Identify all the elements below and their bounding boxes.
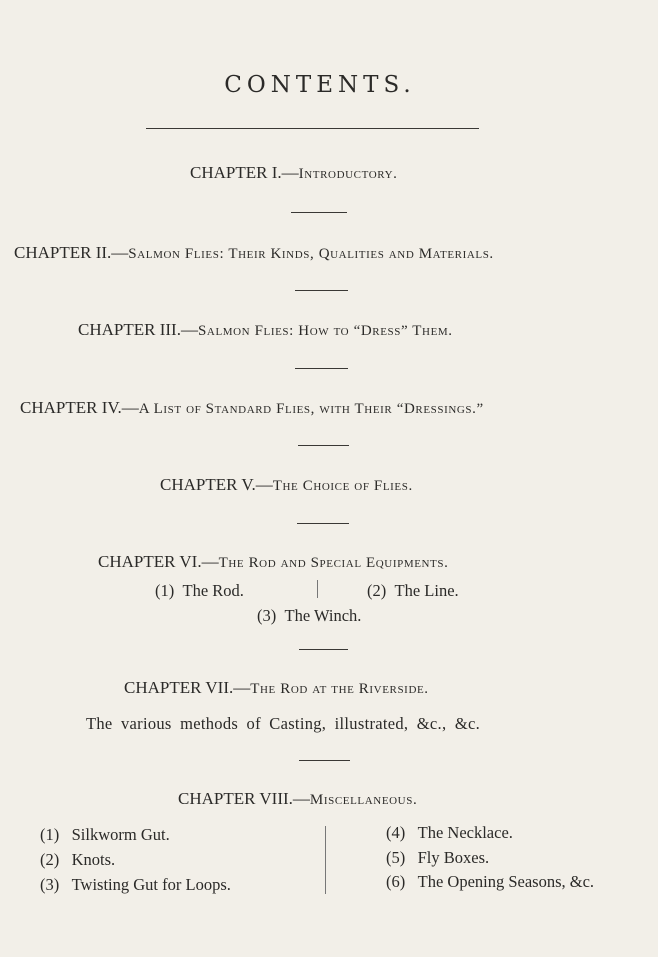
ch8-item: (5) Fly Boxes. xyxy=(386,848,490,867)
divider xyxy=(299,760,350,761)
ch6-item: (3) The Winch. xyxy=(257,606,362,625)
chapter-2 xyxy=(14,243,494,263)
ch8-item: (3) Twisting Gut for Loops. xyxy=(40,875,231,894)
chapter-6 xyxy=(98,552,448,572)
column-divider xyxy=(317,580,318,598)
ch7-note: The various methods of Casting, illustrated, &c., &c. xyxy=(86,714,481,733)
chapter-number: CHAPTER VI.— xyxy=(98,552,219,571)
chapter-number: CHAPTER VIII.— xyxy=(178,789,310,808)
ch6-item: (2) The Line. xyxy=(367,581,459,600)
chapter-title: Miscellaneous. xyxy=(309,792,418,808)
ch8-item: (2) Knots. xyxy=(40,850,116,869)
chapter-3 xyxy=(78,320,453,340)
divider xyxy=(295,368,348,369)
chapter-number: CHAPTER VII.— xyxy=(124,678,251,697)
chapter-title: Salmon Flies: Their Kinds, Qualities and Materials. xyxy=(128,246,494,262)
title-rule xyxy=(146,128,479,129)
divider xyxy=(295,290,348,291)
chapter-title: Introductory. xyxy=(298,166,398,182)
chapter-number: CHAPTER III.— xyxy=(78,320,198,339)
chapter-title: A List of Standard Flies, with Their “Dressings.” xyxy=(138,401,484,417)
chapter-title: The Rod and Special Equipments. xyxy=(218,555,449,571)
column-divider xyxy=(325,826,326,894)
chapter-number: CHAPTER IV.— xyxy=(20,398,139,417)
page-title: CONTENTS. xyxy=(224,72,416,98)
ch8-item: (1) Silkworm Gut. xyxy=(40,825,170,844)
chapter-8 xyxy=(178,789,417,809)
ch6-item: (1) The Rod. xyxy=(155,581,244,600)
chapter-4 xyxy=(20,398,484,418)
chapter-number: CHAPTER V.— xyxy=(160,475,273,494)
divider xyxy=(298,445,349,446)
chapter-number: CHAPTER II.— xyxy=(14,243,129,262)
chapter-title: The Rod at the Riverside. xyxy=(250,681,429,697)
chapter-title: The Choice of Flies. xyxy=(272,478,413,494)
ch8-item: (4) The Necklace. xyxy=(386,823,513,842)
divider xyxy=(291,212,347,213)
chapter-title: Salmon Flies: How to “Dress” Them. xyxy=(197,323,453,339)
chapter-5 xyxy=(160,475,413,495)
divider xyxy=(297,523,349,524)
ch8-item: (6) The Opening Seasons, &c. xyxy=(386,872,595,891)
chapter-7 xyxy=(124,678,429,698)
chapter-number: CHAPTER I.— xyxy=(190,163,299,182)
chapter-1 xyxy=(190,163,397,183)
divider xyxy=(299,649,348,650)
